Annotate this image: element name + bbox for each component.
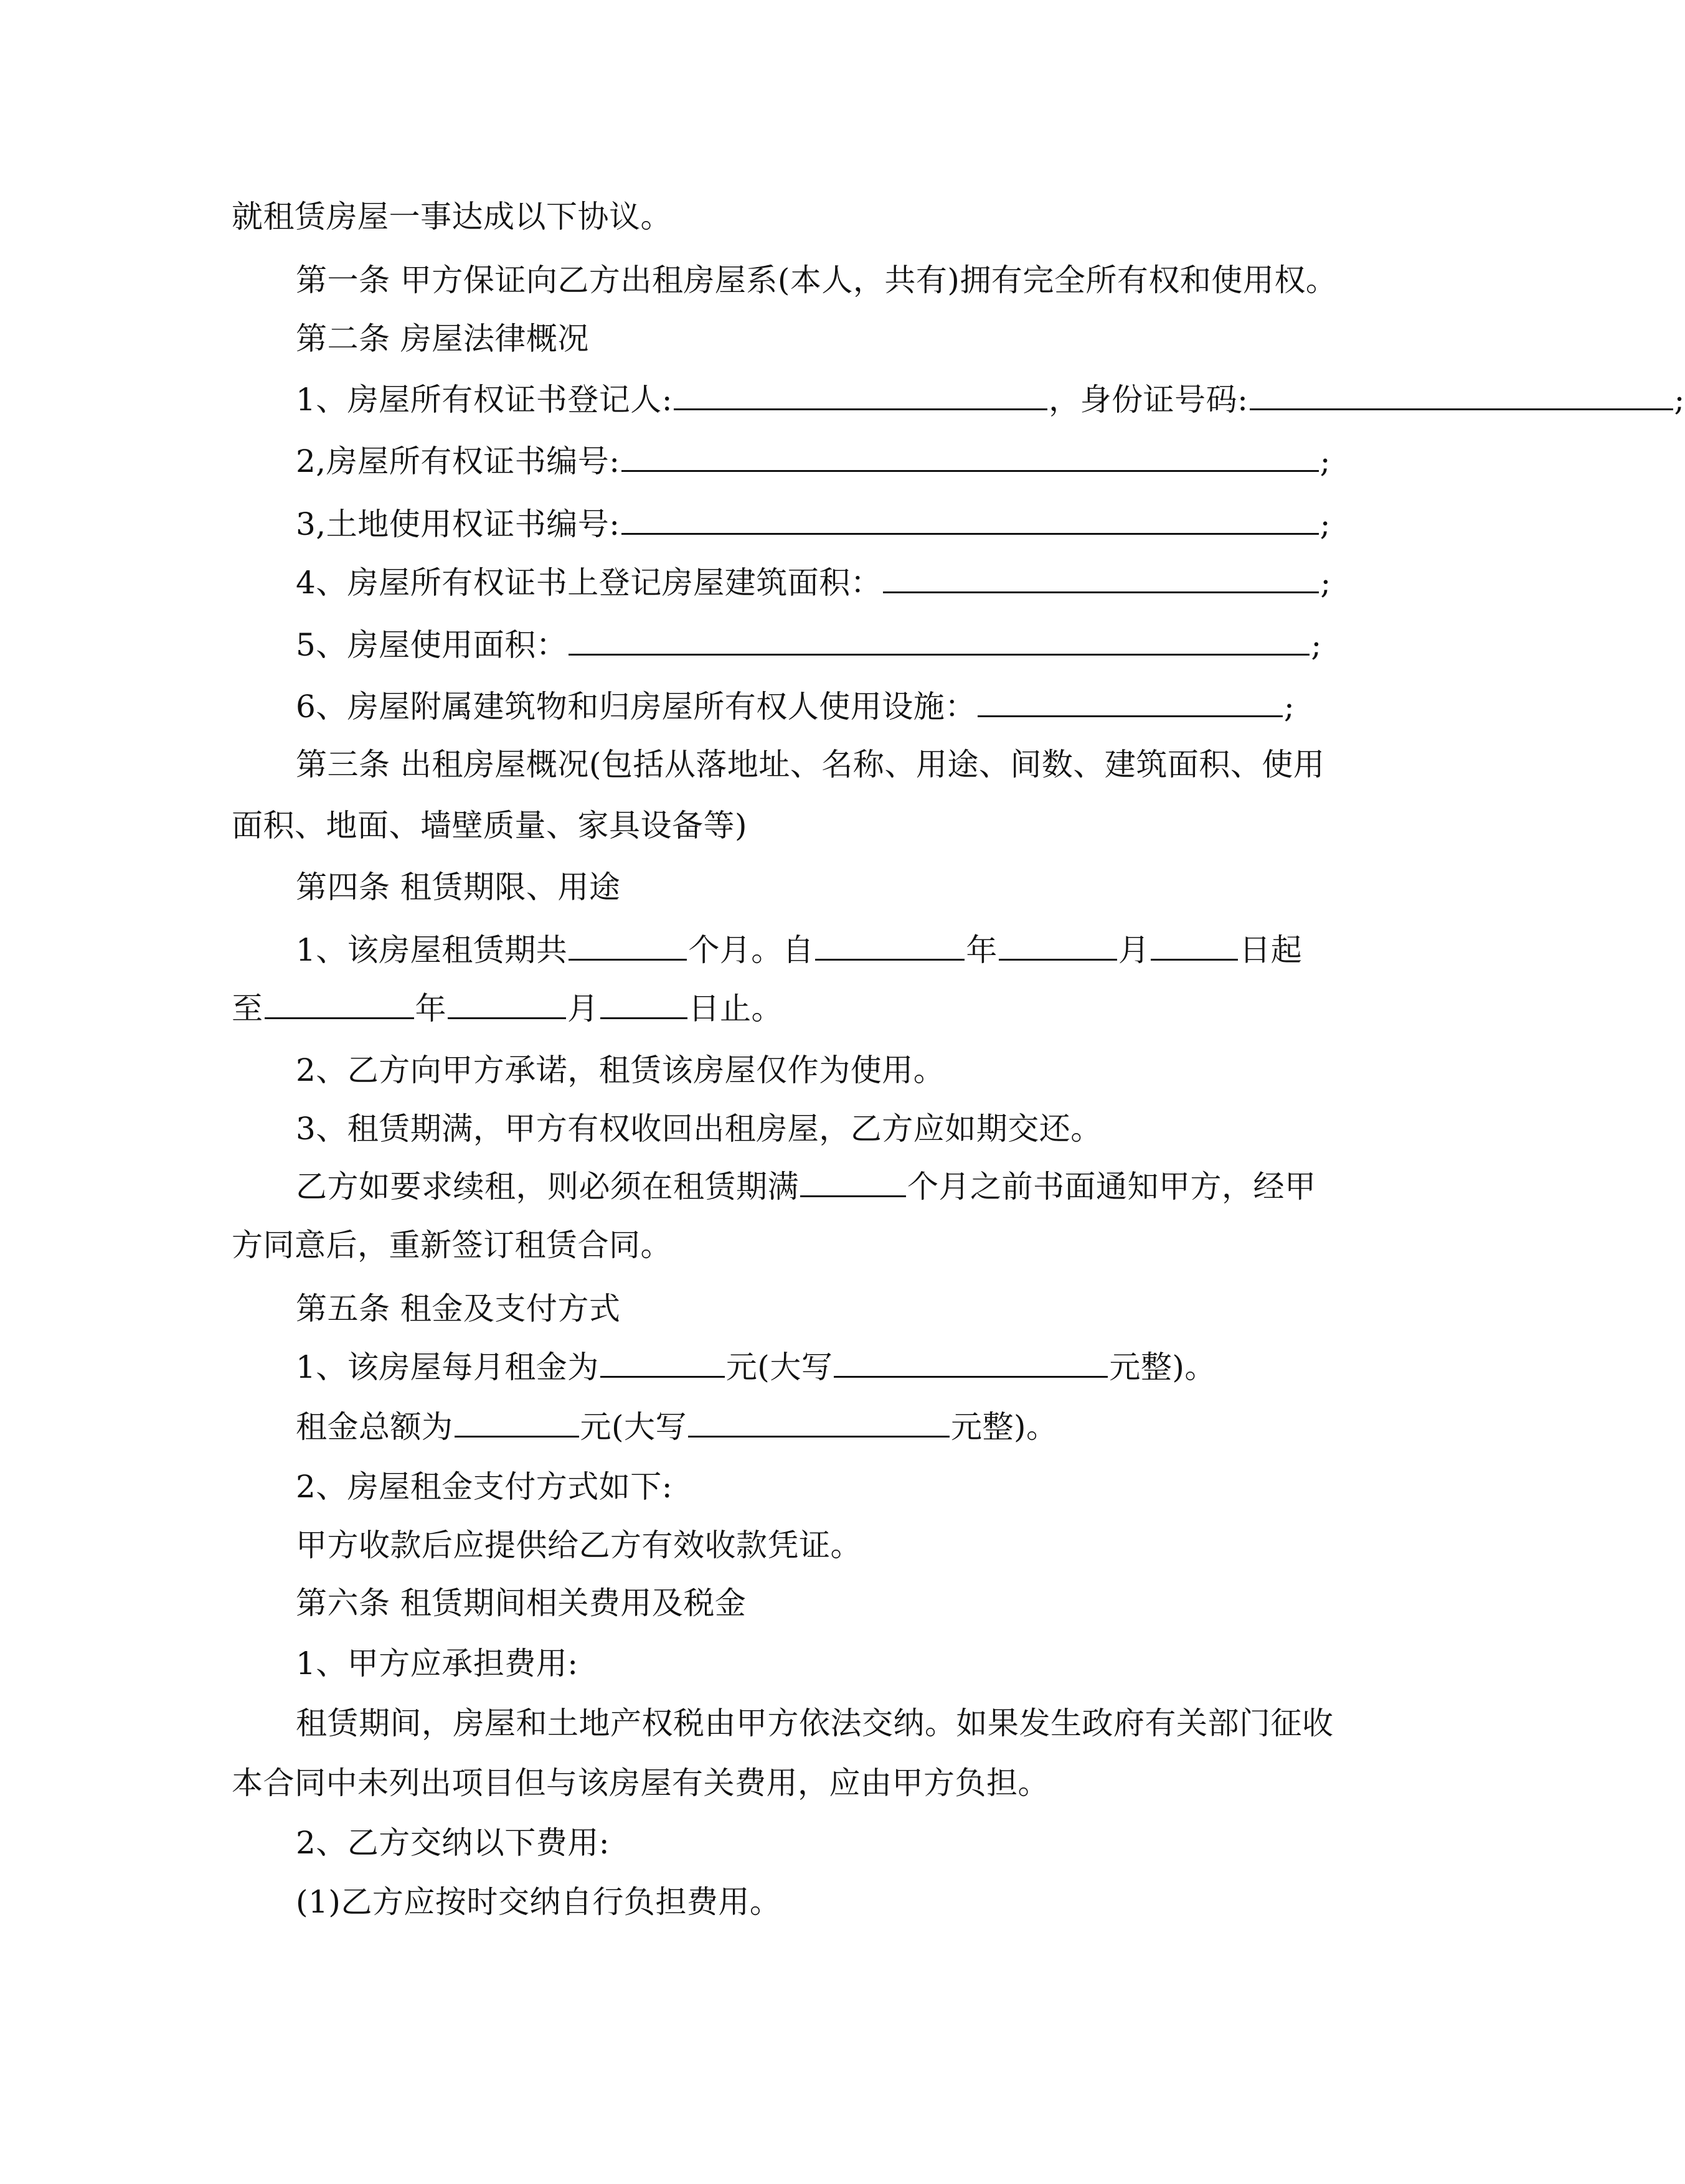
text-line: 就租赁房屋一事达成以下协议。	[232, 199, 672, 235]
notice-months-blank[interactable]	[800, 1169, 906, 1197]
clause-tenant-fees: 2、乙方交纳以下费用:	[296, 1825, 610, 1861]
label: 年	[415, 991, 446, 1027]
label: 1、该房屋租赁期共	[296, 932, 568, 968]
punct: ;	[1283, 689, 1295, 725]
ownership-cert-blank[interactable]	[621, 444, 1319, 472]
facilities-blank[interactable]	[978, 689, 1283, 717]
label: 元(大写	[725, 1349, 833, 1385]
clause-owner-registrant	[296, 381, 1685, 418]
months-blank[interactable]	[569, 933, 687, 961]
end-year-blank[interactable]	[265, 991, 414, 1019]
punct: ;	[1319, 506, 1331, 542]
article-3: 第三条 出租房屋概况(包括从落地址、名称、用途、间数、建筑面积、使用	[296, 746, 1325, 783]
total-rent-blank[interactable]	[455, 1410, 579, 1438]
label: 年	[966, 932, 998, 968]
start-year-blank[interactable]	[815, 933, 965, 961]
label: 月	[567, 991, 599, 1027]
label: 元(大写	[580, 1409, 687, 1445]
label: 4、房屋所有权证书上登记房屋建筑面积：	[296, 565, 882, 601]
punct: ;	[1311, 627, 1322, 663]
clause-ownership-cert-number	[296, 443, 1331, 480]
end-day-blank[interactable]	[600, 991, 687, 1019]
article-3-cont: 面积、地面、墙壁质量、家具设备等)	[232, 807, 748, 844]
monthly-rent-words-blank[interactable]	[834, 1350, 1108, 1378]
total-rent-words-blank[interactable]	[688, 1410, 950, 1438]
label: 5、房屋使用面积：	[296, 627, 568, 663]
label: 2,房屋所有权证书编号:	[296, 443, 620, 479]
label: 至	[232, 991, 263, 1027]
label: 月	[1118, 932, 1150, 968]
label: 租金总额为	[296, 1409, 453, 1445]
clause-land-cert-number	[296, 506, 1331, 543]
clause-facilities	[296, 688, 1295, 725]
clause-total-rent	[296, 1408, 1058, 1446]
clause-landlord-fees: 1、甲方应承担费用:	[296, 1645, 578, 1682]
article-4-heading: 第四条 租赁期限、用途	[296, 869, 621, 905]
clause-building-area	[296, 564, 1331, 601]
clause-receipt: 甲方收款后应提供给乙方有效收款凭证。	[296, 1527, 862, 1563]
clause-payment-method: 2、房屋租金支付方式如下:	[296, 1469, 673, 1505]
label: 日起	[1239, 932, 1303, 968]
article-2-heading: 第二条 房屋法律概况	[296, 321, 589, 357]
clause-tax-cont: 本合同中未列出项目但与该房屋有关费用，应由甲方负担。	[232, 1765, 1049, 1801]
label: 元整)。	[951, 1409, 1058, 1445]
label: 6、房屋附属建筑物和归房屋所有权人使用设施：	[296, 689, 976, 725]
punct: ;	[1320, 565, 1331, 601]
label: 日止。	[688, 991, 783, 1027]
building-area-blank[interactable]	[883, 565, 1319, 593]
land-cert-blank[interactable]	[621, 507, 1319, 535]
clause-lease-term-end	[232, 990, 783, 1027]
clause-expiry: 3、租赁期满，甲方有权收回出租房屋，乙方应如期交还。	[296, 1111, 1102, 1147]
label: 元整)。	[1109, 1349, 1216, 1385]
clause-renewal	[296, 1168, 1316, 1205]
label: 1、该房屋每月租金为	[296, 1349, 599, 1385]
clause-tenant-fees-1: (1)乙方应按时交纳自行负担费用。	[296, 1884, 781, 1920]
label: ，身份证号码:	[1049, 382, 1248, 418]
clause-usage: 2、乙方向甲方承诺，租赁该房屋仅作为使用。	[296, 1052, 945, 1088]
end-month-blank[interactable]	[448, 991, 566, 1019]
registrant-blank[interactable]	[674, 382, 1047, 410]
label: 3,土地使用权证书编号:	[296, 506, 620, 542]
clause-tax: 租赁期间，房屋和土地产权税由甲方依法交纳。如果发生政府有关部门征收	[296, 1705, 1334, 1741]
start-day-blank[interactable]	[1151, 933, 1238, 961]
label: 1、房屋所有权证书登记人:	[296, 382, 673, 418]
article-5-heading: 第五条 租金及支付方式	[296, 1291, 621, 1327]
usable-area-blank[interactable]	[569, 628, 1310, 656]
label: 个月。自	[688, 932, 814, 968]
start-month-blank[interactable]	[999, 933, 1117, 961]
monthly-rent-blank[interactable]	[600, 1350, 725, 1378]
punct: ;	[1319, 443, 1331, 479]
punct: ;	[1674, 382, 1685, 418]
id-number-blank[interactable]	[1250, 382, 1673, 410]
clause-renewal-cont: 方同意后，重新签订租赁合同。	[232, 1227, 672, 1263]
label: 个月之前书面通知甲方，经甲	[907, 1169, 1316, 1205]
article-6-heading: 第六条 租赁期间相关费用及税金	[296, 1585, 747, 1621]
article-1: 第一条 甲方保证向乙方出租房屋系(本人，共有)拥有完全所有权和使用权。	[296, 262, 1338, 298]
label: 乙方如要求续租，则必须在租赁期满	[296, 1169, 799, 1205]
clause-lease-term	[296, 931, 1302, 969]
clause-usable-area	[296, 626, 1322, 664]
clause-monthly-rent	[296, 1349, 1216, 1386]
